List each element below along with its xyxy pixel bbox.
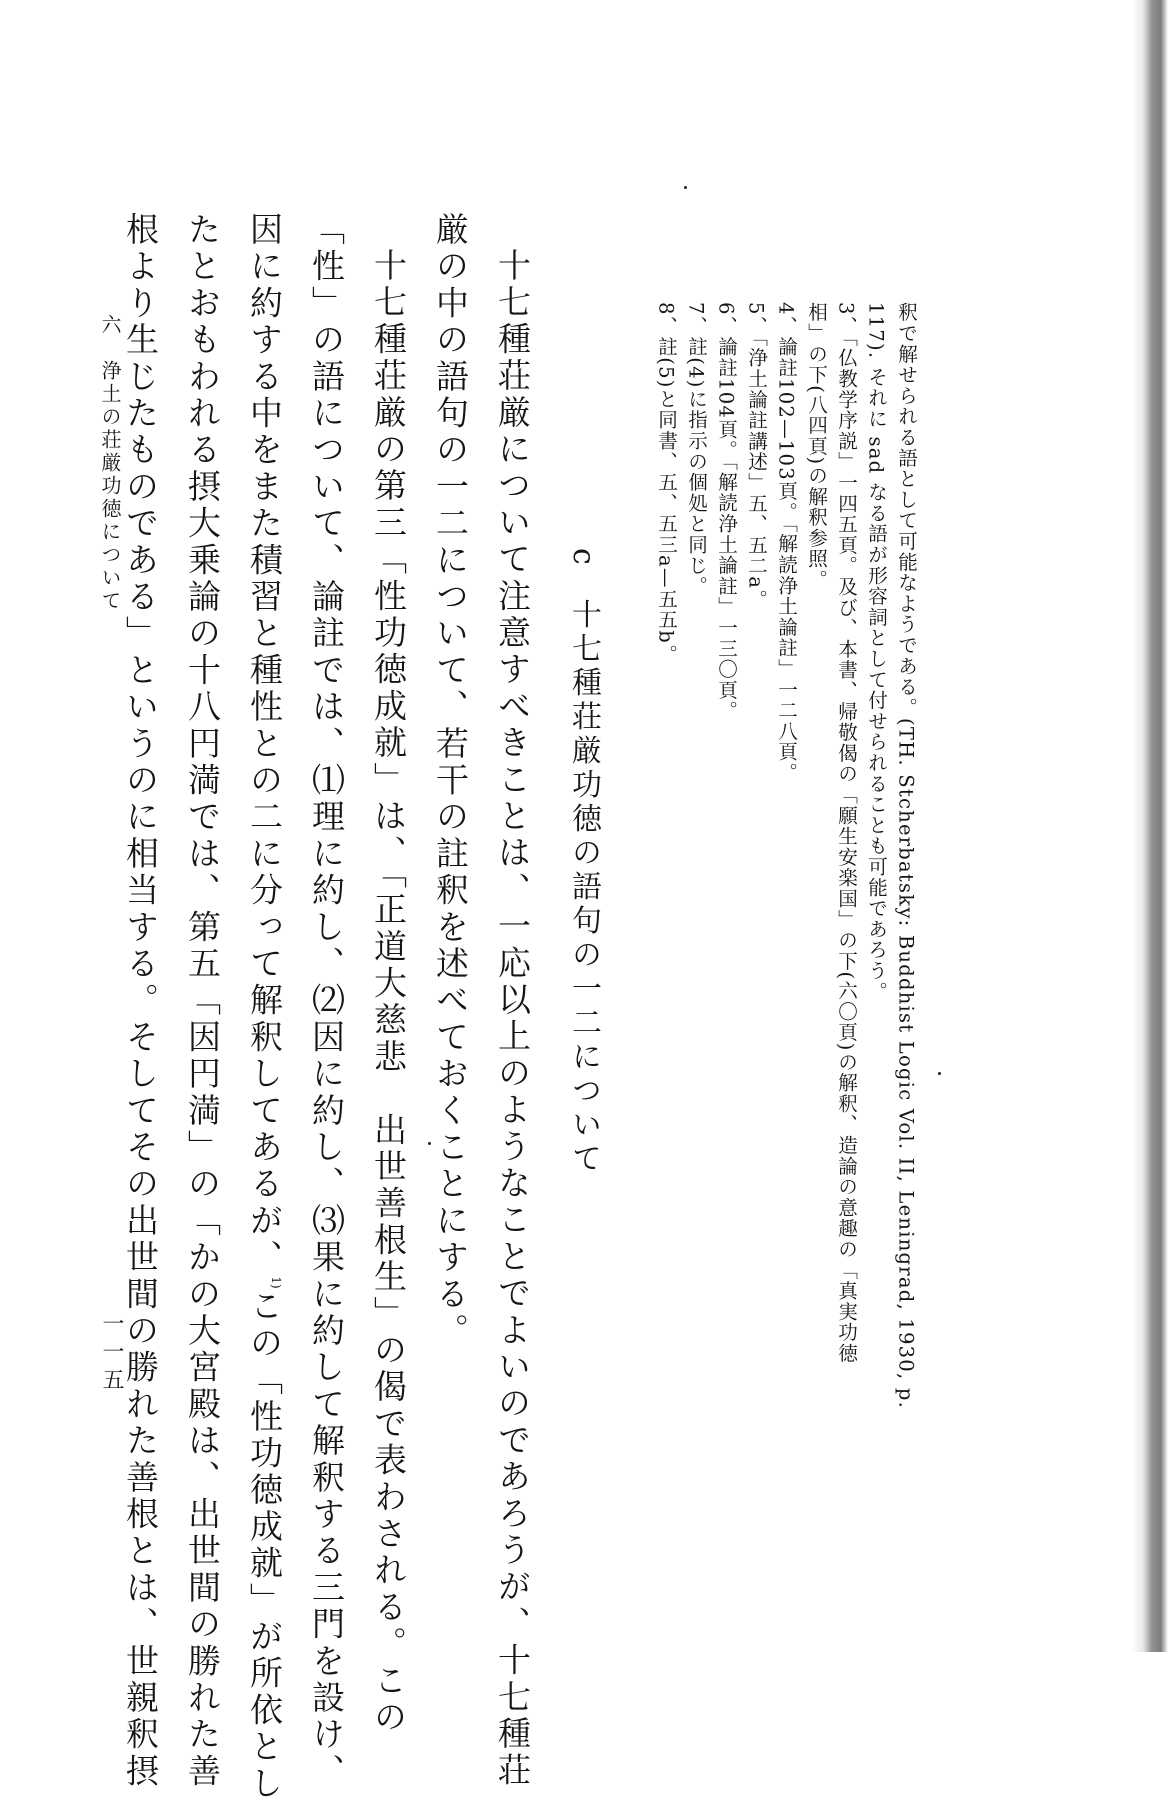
body-line-5 xyxy=(245,212,284,1802)
body-line-2: 厳の中の語句の一二について、若干の註釈を述べておくことにする。 xyxy=(431,212,470,1350)
note-5: 5、「浄土論註講述」五、五二a。 xyxy=(744,302,768,610)
note-continuation-2: 117). それに sad なる語が形容詞として付せられることも可能であろう。 xyxy=(864,302,888,1002)
body-line-6: たとおもわれる摂大乗論の十八円満では、第五「因円満」の「かの大宮殿は、出世間の勝れた善 xyxy=(183,212,222,1791)
note-3-continued: 相」の下(八四頁)の解釈参照。 xyxy=(804,302,828,591)
note-3: 3、「仏教学序説」一四五頁。及び、本書、帰敬偈の「願生安楽国」の下(六〇頁)の解釈、造論の意趣の「真実功徳 xyxy=(834,302,858,1364)
footnote-marker: 1) xyxy=(269,1276,283,1289)
section-title: 十七種荘厳功徳の語句の一二について xyxy=(566,598,601,1177)
scan-speck xyxy=(938,1072,941,1075)
body-line-1: 十七種荘厳について注意すべきことは、一応以上のようなことでよいのであろうが、十七種荘 xyxy=(493,248,532,1790)
body-line-5-text: 因に約する中をまた積習と種性との二に分って解釈してあるが、 xyxy=(245,212,284,1277)
note-6: 6、論註104頁。「解読浄土論註」一三〇頁。 xyxy=(714,302,738,722)
scan-speck xyxy=(684,186,687,189)
page-edge-shadow xyxy=(1132,0,1168,1652)
note-8: 8、註(5)と同書、五、五三a—五五b。 xyxy=(654,302,678,665)
body-line-4: 「性」の語について、論註では、⑴理に約し、⑵因に約し、⑶果に約して解釈する三門を設け、 xyxy=(307,212,346,1791)
scan-speck xyxy=(428,1142,431,1145)
note-4: 4、論註102—103頁。「解読浄土論註」一二八頁。 xyxy=(774,302,798,784)
page-number: 一一五 xyxy=(99,1312,124,1396)
body-line-7: 根より生じたものである」というのに相当する。そしてその出世間の勝れた善根とは、世親釈摂 xyxy=(121,212,160,1791)
body-line-3: 十七種荘厳の第三「性功徳成就」は、「正道大慈悲 出世善根生」の偈で表わされる。この xyxy=(369,248,408,1737)
body-line-5-tail: この「性功徳成就」が所依とし xyxy=(245,1288,284,1802)
note-continuation-1: 釈で解せられる語として可能なようである。(TH. Stcherbatsky: Buddhist Logic Vol. II, Leningrad, 1930, p. xyxy=(894,302,918,1409)
section-label: c xyxy=(566,548,601,569)
section-heading xyxy=(566,548,601,1177)
note-7: 7、註(4)に指示の個処と同じ。 xyxy=(684,302,708,597)
running-head: 六 浄土の荘厳功徳について xyxy=(98,314,122,613)
